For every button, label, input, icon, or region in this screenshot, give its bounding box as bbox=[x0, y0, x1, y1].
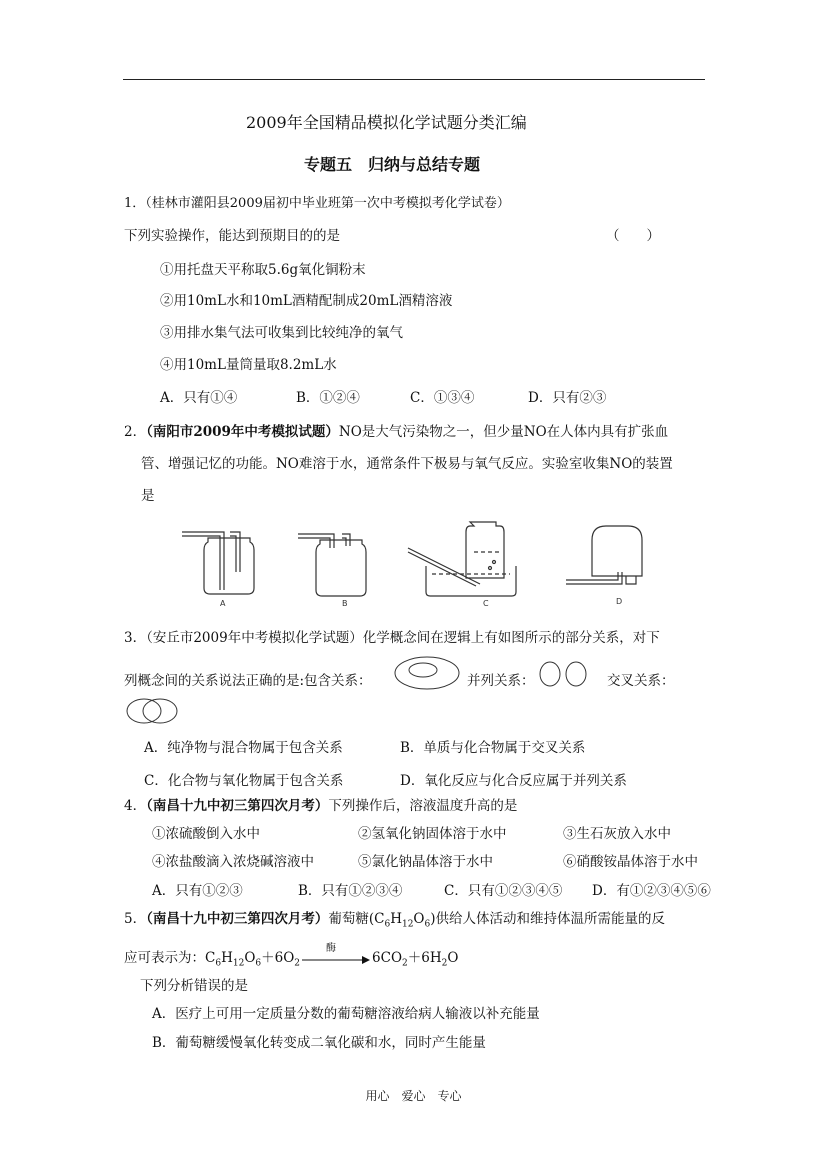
q5-option-b: B．葡萄糖缓慢氧化转变成二氧化碳和水，同时产生能量 bbox=[152, 1035, 486, 1051]
q4-item-5: ⑤氯化钠晶体溶于水中 bbox=[358, 854, 493, 870]
apparatus-c bbox=[408, 522, 516, 596]
cross-relation-icon bbox=[124, 697, 180, 725]
q4-item-4: ④浓盐酸滴入浓烧碱溶液中 bbox=[152, 854, 314, 870]
q3-cross-label: 交叉关系： bbox=[607, 673, 675, 689]
q1-item-4: ④用10mL量筒量取8.2mL水 bbox=[160, 357, 337, 373]
q1-item-1: ①用托盘天平称取5.6g氧化铜粉末 bbox=[160, 262, 366, 278]
q4-number: 4． bbox=[124, 798, 147, 814]
q5-stem-b: )供给人体活动和维持体温所需能量的反 bbox=[430, 911, 666, 927]
q4-line-1 bbox=[124, 797, 517, 815]
apparatus-label-a: A bbox=[220, 599, 226, 608]
q5-source: （南昌十九中初三第四次月考） bbox=[146, 911, 329, 927]
q5-line-2 bbox=[124, 943, 459, 973]
parallel-relation-icon bbox=[538, 660, 590, 688]
q4-option-d: D．有①②③④⑤⑥ bbox=[592, 883, 711, 899]
q5-number: 5． bbox=[124, 911, 147, 927]
gas-collection-apparatus bbox=[170, 518, 660, 610]
apparatus-label-c: C bbox=[483, 599, 489, 608]
q1-option-c: C．①③④ bbox=[410, 390, 475, 406]
q3-line-1: 3．（安丘市2009年中考模拟化学试题）化学概念间在逻辑上有如图所示的部分关系，对下 bbox=[124, 630, 660, 646]
q2-line-3: 是 bbox=[141, 488, 155, 504]
q5-equation-prefix: 应可表示为： bbox=[124, 950, 205, 966]
q2-line-2: 管、增强记忆的功能。NO难溶于水，通常条件下极易与氧气反应。实验室收集NO的装置 bbox=[141, 456, 673, 472]
q3-option-a: A．纯净物与混合物属于包含关系 bbox=[144, 740, 343, 756]
q5-line-1: 5．（南昌十九中初三第四次月考）葡萄糖$(C_6H_{12}O_6)$供给人体活动和维持体温所需能量的反 bbox=[124, 911, 666, 930]
q4-stem: 下列操作后，溶液温度升高的是 bbox=[328, 798, 518, 814]
q4-source: （南昌十九中初三第四次月考） bbox=[146, 798, 329, 814]
q5-equation: $C_6H_{12}O_6+6O_2$ 酶 $6CO_2+6H_2O$ bbox=[205, 950, 458, 966]
enzyme-label: 酶 bbox=[326, 943, 337, 954]
q2-source: （南阳市2009年中考模拟试题） bbox=[146, 424, 339, 440]
q5-stem-2: 下列分析错误的是 bbox=[140, 978, 248, 994]
apparatus-d bbox=[566, 526, 642, 584]
header-rule bbox=[123, 79, 705, 80]
doc-title: 2009年全国精品模拟化学试题分类汇编 bbox=[246, 113, 527, 132]
q3-option-d: D．氧化反应与化合反应属于并列关系 bbox=[400, 773, 627, 789]
q1-answer-blank: （ ） bbox=[606, 228, 660, 244]
apparatus-label-b: B bbox=[342, 599, 348, 608]
q5-option-a: A．医疗上可用一定质量分数的葡萄糖溶液给病人输液以补充能量 bbox=[152, 1006, 540, 1022]
q1-item-2: ②用10mL水和10mL酒精配制成20mL酒精溶液 bbox=[160, 293, 453, 309]
q4-item-6: ⑥硝酸铵晶体溶于水中 bbox=[563, 854, 698, 870]
q3-option-c: C．化合物与氧化物属于包含关系 bbox=[144, 773, 344, 789]
doc-subtitle: 专题五 归纳与总结专题 bbox=[304, 155, 481, 174]
q2-text-1: NO是大气污染物之一，但少量NO在人体内具有扩张血 bbox=[338, 424, 669, 440]
apparatus-a bbox=[182, 532, 254, 594]
q4-option-b: B．只有①②③④ bbox=[298, 883, 403, 899]
q1-option-a: A．只有①④ bbox=[160, 390, 238, 406]
q4-item-1: ①浓硫酸倒入水中 bbox=[152, 826, 260, 842]
q4-option-a: A．只有①②③ bbox=[152, 883, 243, 899]
q2-line-1 bbox=[124, 423, 668, 441]
q1-source: 1．（桂林市灌阳县2009届初中毕业班第一次中考模拟考化学试卷） bbox=[124, 196, 510, 211]
q1-item-3: ③用排水集气法可收集到比较纯净的氧气 bbox=[160, 325, 403, 341]
q3-line-2: 列概念间的关系说法正确的是:包含关系： bbox=[124, 673, 372, 689]
q4-option-c: C．只有①②③④⑤ bbox=[444, 883, 563, 899]
q2-number: 2． bbox=[124, 424, 147, 440]
apparatus-b bbox=[298, 534, 366, 596]
q1-option-b: B．①②④ bbox=[296, 390, 360, 406]
apparatus-label-d: D bbox=[616, 597, 623, 606]
page-footer: 用心 爱心 专心 bbox=[365, 1089, 462, 1103]
q4-item-3: ③生石灰放入水中 bbox=[563, 826, 671, 842]
q4-item-2: ②氢氧化钠固体溶于水中 bbox=[358, 826, 507, 842]
q3-parallel-label: 并列关系： bbox=[467, 673, 535, 689]
q1-stem: 下列实验操作，能达到预期目的的是 bbox=[124, 228, 340, 244]
q1-option-d: D．只有②③ bbox=[528, 390, 607, 406]
q5-stem-a: 葡萄糖(C bbox=[328, 911, 385, 927]
q3-option-b: B．单质与化合物属于交叉关系 bbox=[400, 740, 586, 756]
inclusion-relation-icon bbox=[393, 655, 461, 691]
